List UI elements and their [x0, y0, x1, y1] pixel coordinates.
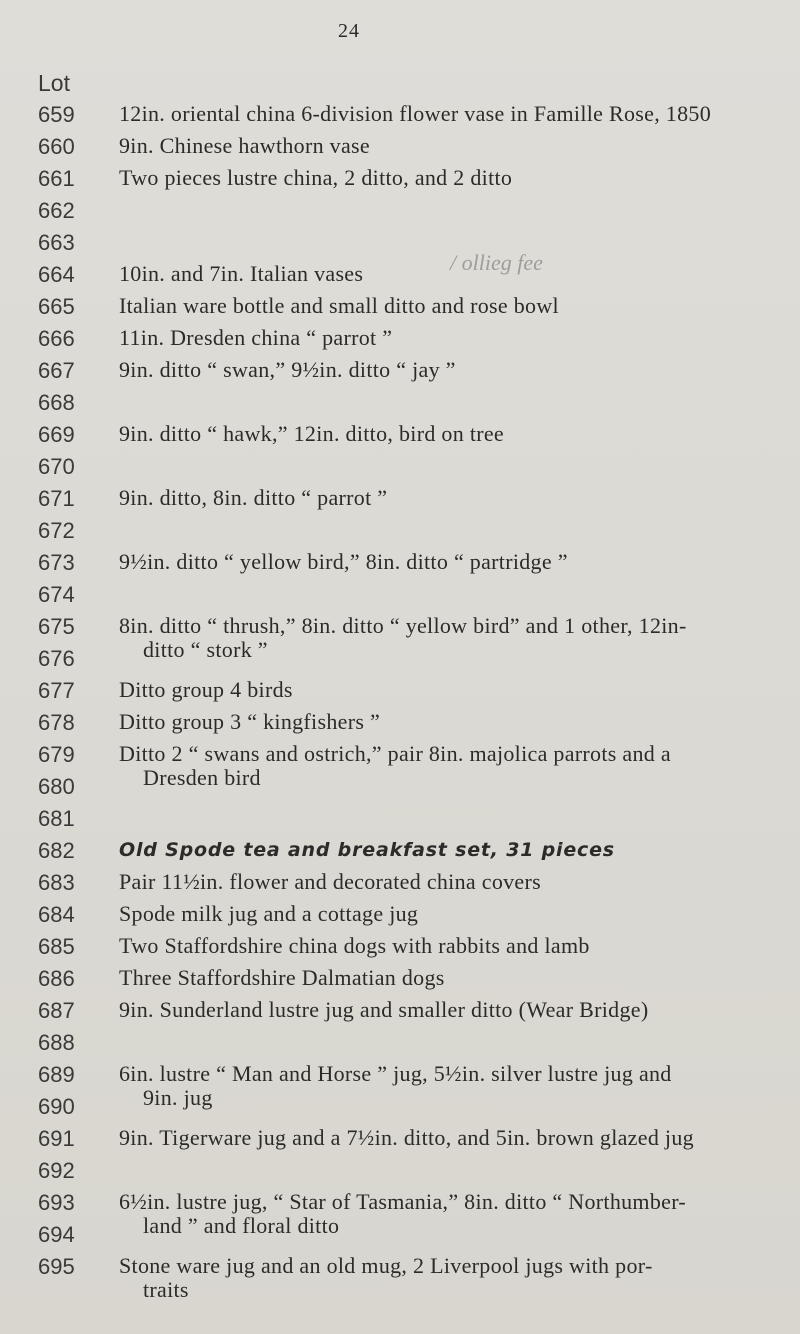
lot-description-line: 10in. and 7in. Italian vases — [119, 261, 364, 286]
lot-number: 659 — [38, 102, 75, 127]
lot-description — [119, 1126, 785, 1150]
lot-number: 689 — [38, 1062, 75, 1087]
lot-number: 663 — [38, 230, 75, 255]
lot-description-line: Spode milk jug and a cottage jug — [119, 901, 419, 926]
lot-number: 664 — [38, 262, 75, 287]
handwritten-annotation: / ollieg fee — [450, 250, 543, 275]
lot-description — [119, 262, 785, 286]
lot-number: 672 — [38, 518, 75, 543]
lot-description — [119, 102, 785, 126]
lot-number: 680 — [38, 774, 75, 799]
lot-description — [119, 166, 785, 190]
lot-number: 671 — [38, 486, 75, 511]
lot-number: 679 — [38, 742, 75, 767]
lot-description — [119, 678, 785, 702]
lot-description-line: Ditto group 3 “ kingfishers ” — [119, 709, 381, 734]
lot-number: 693 — [38, 1190, 75, 1215]
lot-description-line: 9in. ditto “ hawk,” 12in. ditto, bird on tree — [119, 421, 504, 446]
lot-number: 684 — [38, 902, 75, 927]
lot-description — [119, 550, 785, 574]
lot-description-line: Stone ware jug and an old mug, 2 Liverpool jugs with por- — [119, 1253, 653, 1278]
lot-description-line: 9½in. ditto “ yellow bird,” 8in. ditto “ partridge ” — [119, 549, 568, 574]
lot-description-line: Two Staffordshire china dogs with rabbits and lamb — [119, 933, 590, 958]
lot-description-line: 9in. Sunderland lustre jug and smaller ditto (Wear Bridge) — [119, 997, 649, 1022]
lot-number: 687 — [38, 998, 75, 1023]
lot-description — [119, 486, 785, 510]
lot-number: 682 — [38, 838, 75, 863]
lot-description-line: 9in. ditto, 8in. ditto “ parrot ” — [119, 485, 388, 510]
lot-description — [119, 742, 785, 790]
lot-number: 694 — [38, 1222, 75, 1247]
lot-description — [119, 422, 785, 446]
lot-description — [119, 358, 785, 382]
lot-description-continuation: land ” and floral ditto — [143, 1213, 340, 1238]
lot-description — [119, 1062, 785, 1110]
lot-description — [119, 870, 785, 894]
lot-description — [119, 998, 785, 1022]
lot-description-line: 12in. oriental china 6-division flower vase in Famille Rose, 1850 — [119, 101, 712, 126]
lot-description-line: Old Spode tea and breakfast set, 31 pieces — [119, 839, 615, 861]
lot-number: 661 — [38, 166, 75, 191]
lot-description — [119, 1254, 785, 1302]
lot-number: 666 — [38, 326, 75, 351]
lot-number: 681 — [38, 806, 75, 831]
lot-number: 690 — [38, 1094, 75, 1119]
lot-description-line: 11in. Dresden china “ parrot ” — [119, 325, 393, 350]
lot-number: 670 — [38, 454, 75, 479]
lot-description — [119, 326, 785, 350]
lot-number: 683 — [38, 870, 75, 895]
lot-description — [119, 934, 785, 958]
lot-description — [119, 710, 785, 734]
lot-number: 667 — [38, 358, 75, 383]
lot-number: 669 — [38, 422, 75, 447]
lot-description-line: 9in. Chinese hawthorn vase — [119, 133, 370, 158]
lot-description — [119, 966, 785, 990]
lot-number: 685 — [38, 934, 75, 959]
page-number: 24 — [338, 20, 360, 42]
lot-description-line: Ditto 2 “ swans and ostrich,” pair 8in. majolica parrots and a — [119, 741, 671, 766]
lot-number: 673 — [38, 550, 75, 575]
lot-description-line: 8in. ditto “ thrush,” 8in. ditto “ yellow bird” and 1 other, 12in- — [119, 613, 687, 638]
lot-description — [119, 902, 785, 926]
lot-description-line: Italian ware bottle and small ditto and rose bowl — [119, 293, 559, 318]
lot-description — [119, 838, 785, 862]
lot-number: 695 — [38, 1254, 75, 1279]
lot-description — [119, 294, 785, 318]
lot-description-continuation: ditto “ stork ” — [143, 637, 268, 662]
lot-number: 688 — [38, 1030, 75, 1055]
lot-number: 691 — [38, 1126, 75, 1151]
lot-description-line: Two pieces lustre china, 2 ditto, and 2 ditto — [119, 165, 513, 190]
lot-description-line: 6in. lustre “ Man and Horse ” jug, 5½in. silver lustre jug and — [119, 1061, 672, 1086]
lot-description-continuation: traits — [143, 1277, 189, 1302]
lot-number: 692 — [38, 1158, 75, 1183]
lot-description — [119, 614, 785, 662]
lot-number: 662 — [38, 198, 75, 223]
lot-number: 660 — [38, 134, 75, 159]
lot-column-header: Lot — [38, 70, 70, 96]
lot-number: 676 — [38, 646, 75, 671]
lot-number: 686 — [38, 966, 75, 991]
lot-description-line: Pair 11½in. flower and decorated china covers — [119, 869, 541, 894]
lot-number: 674 — [38, 582, 75, 607]
lot-description-line: Ditto group 4 birds — [119, 677, 293, 702]
lot-number: 665 — [38, 294, 75, 319]
lot-description-line: Three Staffordshire Dalmatian dogs — [119, 965, 445, 990]
lot-number: 677 — [38, 678, 75, 703]
lot-description — [119, 134, 785, 158]
lot-number: 675 — [38, 614, 75, 639]
lot-description — [119, 1190, 785, 1238]
lot-description-continuation: Dresden bird — [143, 765, 261, 790]
lot-number: 678 — [38, 710, 75, 735]
lot-number: 668 — [38, 390, 75, 415]
lot-description-line: 9in. ditto “ swan,” 9½in. ditto “ jay ” — [119, 357, 456, 382]
lot-description-line: 6½in. lustre jug, “ Star of Tasmania,” 8in. ditto “ Northumber- — [119, 1189, 687, 1214]
lot-description-continuation: 9in. jug — [143, 1085, 213, 1110]
lot-description-line: 9in. Tigerware jug and a 7½in. ditto, and 5in. brown glazed jug — [119, 1125, 694, 1150]
